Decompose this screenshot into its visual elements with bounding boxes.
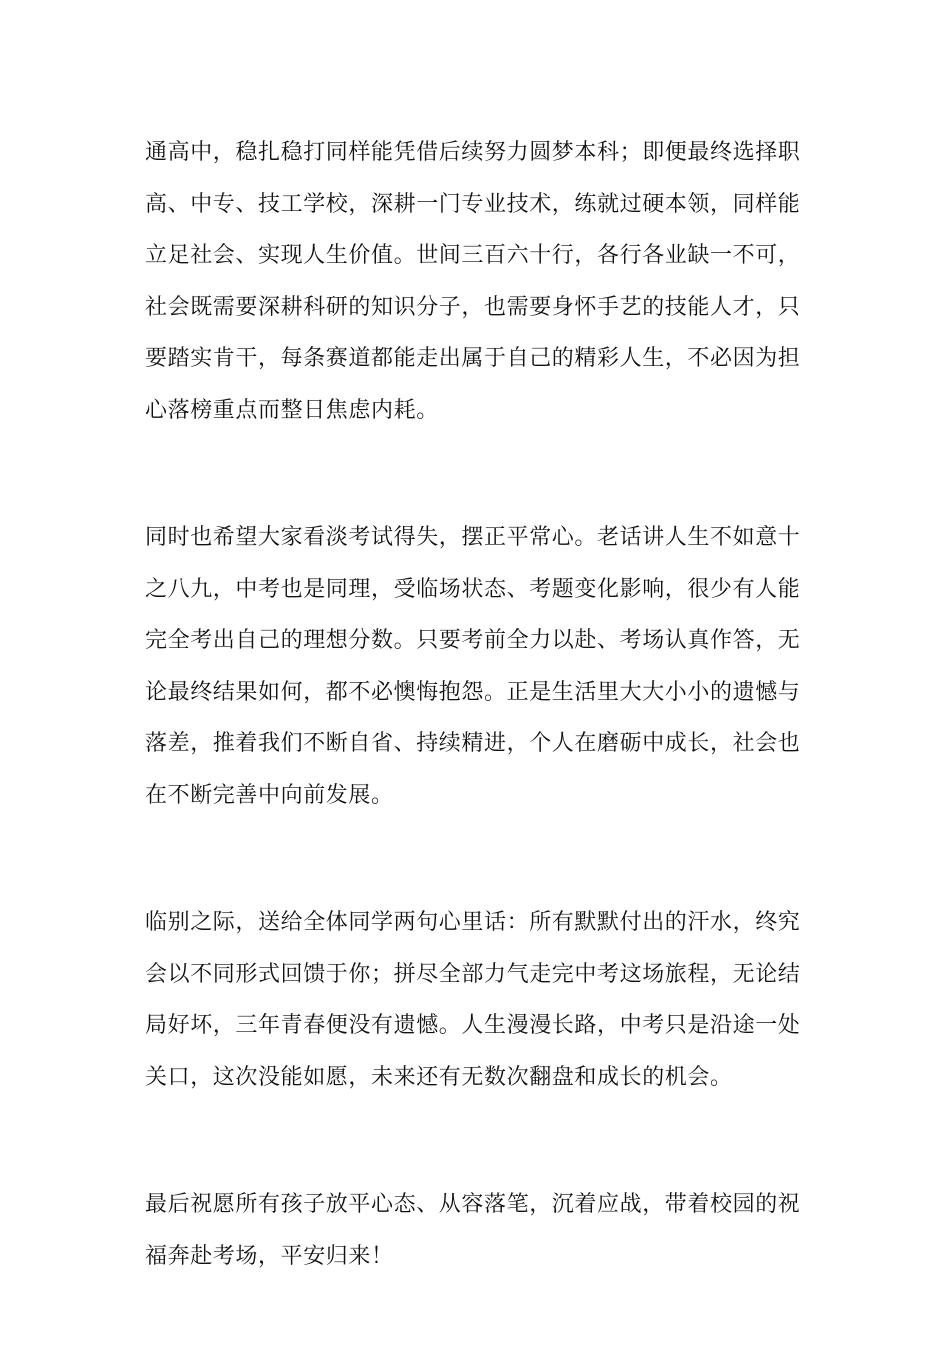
text-line: 完全考出自己的理想分数。只要考前全力以赴、考场认真作答，无 [145, 628, 801, 653]
text-line: 社会既需要深耕科研的知识分子，也需要身怀手艺的技能人才，只 [145, 294, 801, 320]
paragraph-2 [145, 512, 810, 821]
text-line: 论最终结果如何，都不必懊悔抱怨。正是生活里大大小小的遗憾与 [145, 679, 801, 705]
text-line: 之八九，中考也是同理，受临场状态、考题变化影响，很少有人能 [145, 576, 801, 602]
text-line: 立足社会、实现人生价值。世间三百六十行，各行各业缺一不可， [145, 243, 801, 268]
text-line: 在不断完善中向前发展。 [145, 782, 394, 808]
text-line: 要踏实肯干，每条赛道都能走出属于自己的精彩人生，不必因为担 [145, 346, 801, 371]
text-line: 高、中专、技工学校，深耕一门专业技术，练就过硬本领，同样能 [145, 191, 801, 217]
paragraph-3 [145, 897, 810, 1103]
text-line: 最后祝愿所有孩子放平心态、从容落笔，沉着应战，带着校园的祝 [145, 1192, 801, 1217]
text-line: 关口，这次没能如愿，未来还有无数次翻盘和成长的机会。 [145, 1064, 733, 1090]
text-line: 同时也希望大家看淡考试得失，摆正平常心。老话讲人生不如意十 [145, 525, 801, 550]
paragraph-1 [145, 127, 810, 436]
text-line: 心落榜重点而整日焦虑内耗。 [145, 397, 439, 423]
text-line: 局好坏，三年青春便没有遗憾。人生漫漫长路，中考只是沿途一处 [145, 1013, 801, 1038]
text-line: 通高中，稳扎稳打同样能凭借后续努力圆梦本科；即便最终选择职 [145, 140, 801, 165]
text-line: 落差，推着我们不断自省、持续精进，个人在磨砺中成长，社会也 [145, 731, 801, 756]
document-body [145, 127, 810, 1358]
paragraph-4 [145, 1179, 810, 1282]
text-line: 会以不同形式回馈于你；拼尽全部力气走完中考这场旅程，无论结 [145, 961, 801, 987]
text-line: 福奔赴考场，平安归来！ [145, 1243, 394, 1269]
text-line: 临别之际，送给全体同学两句心里话：所有默默付出的汗水，终究 [145, 910, 801, 935]
